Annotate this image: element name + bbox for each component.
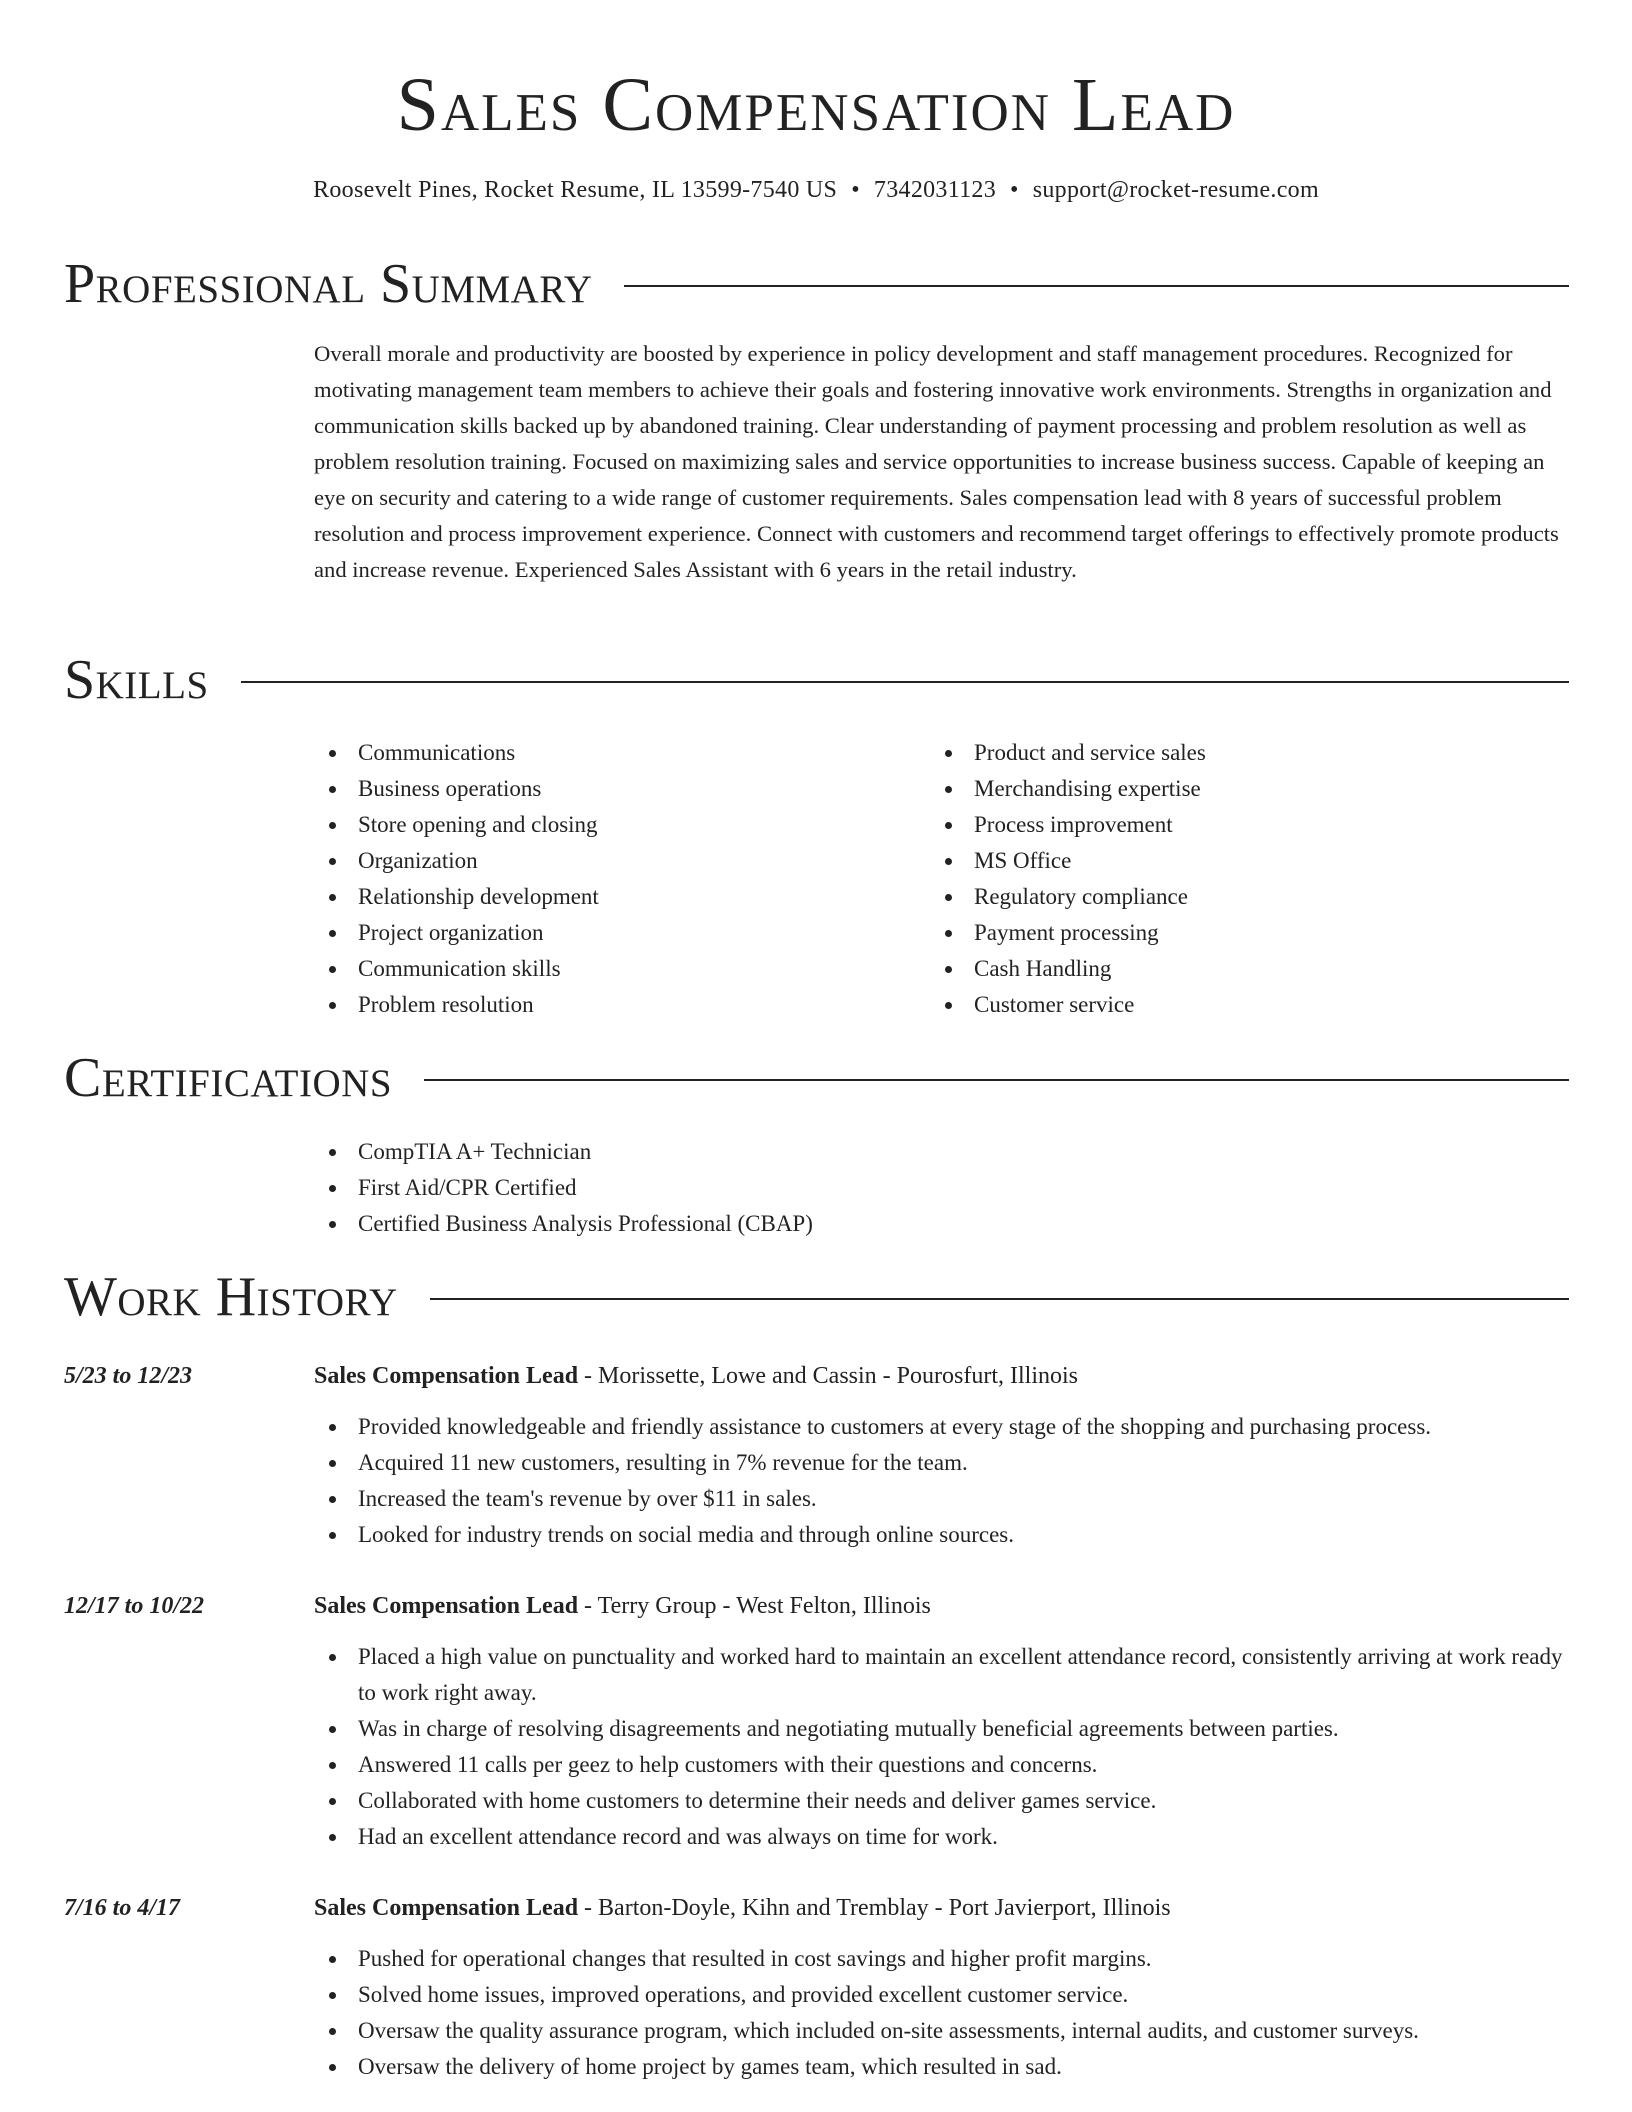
job-bullet-text: Answered 11 calls per geez to help customers with their questions and concerns.: [358, 1752, 1098, 1777]
section-title-summary: Professional Summary: [64, 253, 593, 315]
job-bullet-text: Was in charge of resolving disagreements and negotiating mutually beneficial agreements between parties.: [358, 1716, 1339, 1741]
section-divider: [624, 285, 1569, 287]
job-bullet-list: [314, 1409, 1574, 1553]
job-bullet-text: Solved home issues, improved operations, and provided excellent customer service.: [358, 1982, 1129, 2007]
skill-item: [314, 879, 914, 915]
certifications-list: [314, 1134, 1570, 1242]
job-bullet: [314, 1941, 1574, 1977]
skill-label: Communications: [358, 740, 516, 765]
bullet-icon: [329, 966, 336, 973]
bullet-icon: [329, 1654, 336, 1661]
certification-label: Certified Business Analysis Professional (CBAP): [358, 1211, 813, 1236]
skills-heading-row: [64, 648, 1569, 712]
skill-item: [930, 843, 1570, 879]
skill-label: Regulatory compliance: [974, 884, 1188, 909]
job-bullet-text: Provided knowledgeable and friendly assistance to customers at every stage of the shopping and purchasing process.: [358, 1414, 1432, 1439]
job-bullet-text: Collaborated with home customers to determine their needs and deliver games service.: [358, 1788, 1157, 1813]
job-bullet: [314, 1409, 1574, 1445]
skill-item: [314, 807, 914, 843]
bullet-icon: [945, 786, 952, 793]
job-header: [314, 1359, 1078, 1393]
skill-label: Business operations: [358, 776, 542, 801]
job-bullet-list: [314, 1639, 1574, 1855]
section-divider: [430, 1298, 1569, 1300]
skill-label: Problem resolution: [358, 992, 534, 1017]
job-bullet-text: Acquired 11 new customers, resulting in 7% revenue for the team.: [358, 1450, 968, 1475]
bullet-icon: [329, 1496, 336, 1503]
skill-label: Organization: [358, 848, 478, 873]
contact-separator: •: [1010, 177, 1019, 203]
bullet-icon: [329, 930, 336, 937]
skill-label: Project organization: [358, 920, 544, 945]
section-title-skills: Skills: [64, 649, 209, 711]
job-bullet: [314, 1783, 1574, 1819]
bullet-icon: [945, 858, 952, 865]
section-title-certifications: Certifications: [64, 1047, 393, 1109]
bullet-icon: [329, 750, 336, 757]
skill-item: [930, 987, 1570, 1023]
skill-label: Process improvement: [974, 812, 1173, 837]
certification-item: [314, 1206, 1570, 1242]
job-bullet-text: Increased the team's revenue by over $11 in sales.: [358, 1486, 817, 1511]
bullet-icon: [329, 822, 336, 829]
skill-label: MS Office: [974, 848, 1072, 873]
bullet-icon: [329, 1149, 336, 1156]
summary-text: Overall morale and productivity are boosted by experience in policy development and staff management procedures. Recognized for motivating management team members to achieve their goals and fostering innovative work environments. Strengths in organization and communication skills backed up by abandoned training. Clear understanding of payment processing and problem resolution as well as problem resolution training. Focused on maximizing sales and service opportunities to increase business success. Capable of keeping an eye on security and catering to a wide range of customer requirements. Sales compensation lead with 8 years of successful problem resolution and process improvement experience. Connect with customers and recommend target offerings to effectively promote products and increase revenue. Experienced Sales Assistant with 6 years in the retail industry.: [314, 341, 1559, 582]
section-divider: [241, 681, 1569, 683]
bullet-icon: [945, 1002, 952, 1009]
bullet-icon: [329, 1221, 336, 1228]
job-bullet: [314, 1747, 1574, 1783]
skill-item: [930, 951, 1570, 987]
job-role: Sales Compensation Lead: [314, 1895, 579, 1921]
bullet-icon: [329, 1956, 336, 1963]
bullet-icon: [329, 1185, 336, 1192]
skills-column-right: [930, 735, 1570, 1023]
job-bullet: [314, 1639, 1574, 1711]
job-bullet-text: Pushed for operational changes that resulted in cost savings and higher profit margins.: [358, 1946, 1152, 1971]
bullet-icon: [329, 2064, 336, 2071]
bullet-icon: [329, 894, 336, 901]
work-history-heading-row: [64, 1265, 1569, 1329]
contact-line: [0, 174, 1632, 206]
job-role: Sales Compensation Lead: [314, 1593, 579, 1619]
skill-item: [930, 807, 1570, 843]
job-dates: 5/23 to 12/23: [64, 1363, 193, 1389]
section-title-work-history: Work History: [64, 1266, 398, 1328]
certification-label: First Aid/CPR Certified: [358, 1175, 577, 1200]
skill-item: [314, 951, 914, 987]
job-bullet-list: [314, 1941, 1574, 2085]
bullet-icon: [329, 1726, 336, 1733]
job-dates: 7/16 to 4/17: [64, 1895, 181, 1921]
bullet-icon: [945, 750, 952, 757]
job-bullet: [314, 1977, 1574, 2013]
contact-phone: 7342031123: [873, 177, 997, 203]
bullet-icon: [945, 894, 952, 901]
bullet-icon: [945, 930, 952, 937]
certification-item: [314, 1170, 1570, 1206]
skill-item: [314, 771, 914, 807]
skills-column-left: [314, 735, 914, 1023]
job-bullet-text: Oversaw the quality assurance program, which included on-site assessments, internal audits, and customer surveys.: [358, 2018, 1419, 2043]
job-company-location: - Morissette, Lowe and Cassin - Pourosfurt, Illinois: [578, 1363, 1078, 1389]
skill-label: Payment processing: [974, 920, 1159, 945]
job-bullet-text: Had an excellent attendance record and was always on time for work.: [358, 1824, 998, 1849]
certification-label: CompTIA A+ Technician: [358, 1139, 592, 1164]
skill-label: Cash Handling: [974, 956, 1112, 981]
bullet-icon: [329, 1532, 336, 1539]
contact-email: support@rocket-resume.com: [1032, 177, 1319, 203]
job-bullet: [314, 1819, 1574, 1855]
bullet-icon: [329, 786, 336, 793]
skill-item: [314, 987, 914, 1023]
bullet-icon: [329, 1798, 336, 1805]
job-bullet: [314, 2013, 1574, 2049]
bullet-icon: [329, 1992, 336, 1999]
contact-separator: •: [851, 177, 860, 203]
skill-label: Merchandising expertise: [974, 776, 1201, 801]
skill-label: Store opening and closing: [358, 812, 598, 837]
section-divider: [424, 1079, 1569, 1081]
contact-address: Roosevelt Pines, Rocket Resume, IL 13599-7540 US: [313, 177, 838, 203]
job-bullet-text: Placed a high value on punctuality and worked hard to maintain an excellent attendance record, consistently arriving at work ready to work right away.: [358, 1644, 1563, 1705]
job-dates: 12/17 to 10/22: [64, 1593, 205, 1619]
job-header: [314, 1891, 1171, 1925]
skill-item: [930, 915, 1570, 951]
bullet-icon: [329, 1424, 336, 1431]
job-role: Sales Compensation Lead: [314, 1363, 579, 1389]
skill-item: [930, 879, 1570, 915]
job-bullet: [314, 1445, 1574, 1481]
bullet-icon: [329, 1762, 336, 1769]
job-bullet-text: Looked for industry trends on social media and through online sources.: [358, 1522, 1014, 1547]
skill-label: Communication skills: [358, 956, 561, 981]
job-bullet: [314, 2049, 1574, 2085]
skill-label: Customer service: [974, 992, 1135, 1017]
bullet-icon: [329, 1834, 336, 1841]
job-header: [314, 1589, 931, 1623]
job-company-location: - Barton-Doyle, Kihn and Tremblay - Port Javierport, Illinois: [578, 1895, 1171, 1921]
summary-heading-row: [64, 252, 1569, 316]
certifications-heading-row: [64, 1046, 1569, 1110]
skill-item: [314, 915, 914, 951]
bullet-icon: [945, 966, 952, 973]
certification-item: [314, 1134, 1570, 1170]
bullet-icon: [329, 1460, 336, 1467]
skill-label: Product and service sales: [974, 740, 1206, 765]
skill-item: [314, 843, 914, 879]
candidate-name: Sales Compensation Lead: [396, 63, 1236, 147]
bullet-icon: [329, 2028, 336, 2035]
job-bullet-text: Oversaw the delivery of home project by games team, which resulted in sad.: [358, 2054, 1062, 2079]
job-company-location: - Terry Group - West Felton, Illinois: [578, 1593, 931, 1619]
bullet-icon: [329, 858, 336, 865]
job-bullet: [314, 1711, 1574, 1747]
skill-item: [930, 771, 1570, 807]
skill-label: Relationship development: [358, 884, 599, 909]
bullet-icon: [945, 822, 952, 829]
skill-item: [930, 735, 1570, 771]
job-bullet: [314, 1517, 1574, 1553]
skill-item: [314, 735, 914, 771]
bullet-icon: [329, 1002, 336, 1009]
job-bullet: [314, 1481, 1574, 1517]
